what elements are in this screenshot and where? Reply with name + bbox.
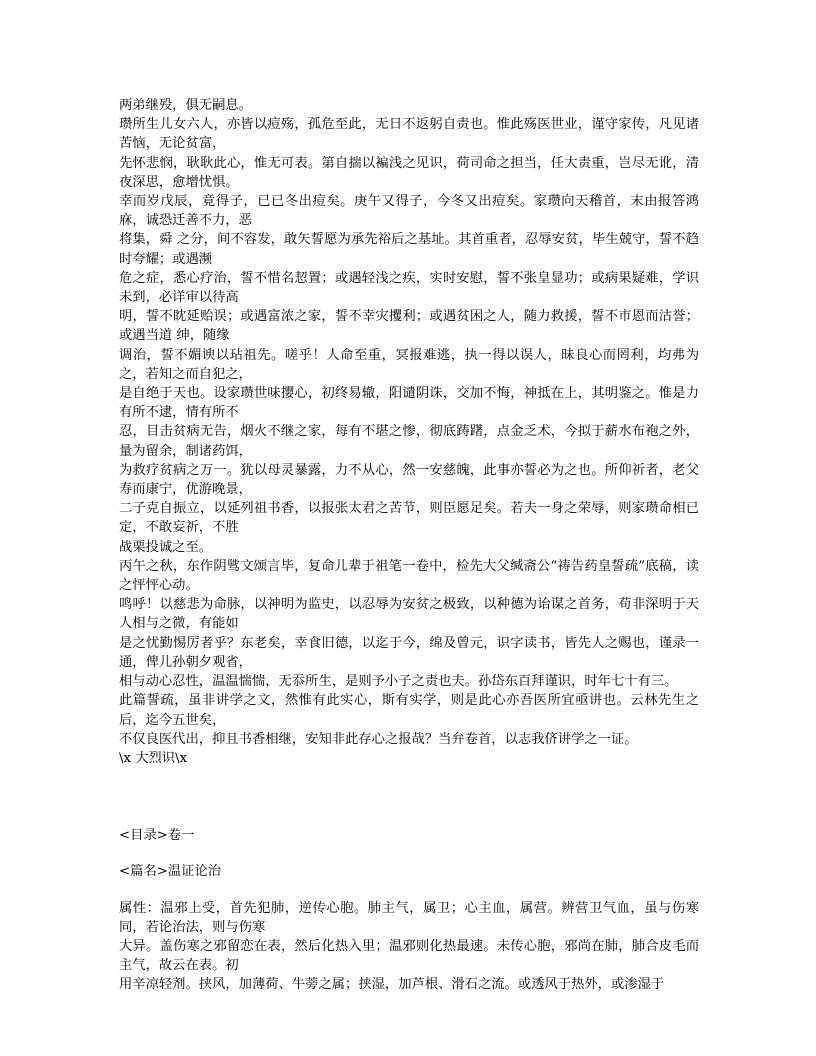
paragraph: 幸而岁戊辰，竟得子，已已冬出痘矣。庚午又得子，今冬又出痘矣。家瓒向天稽首，末由报答鸿庥，诚恐迁善不力，恶 (119, 194, 699, 229)
paragraph: 将集，舜 之分，间不容发，敢矢誓愿为承先裕后之基址。其首重者，忍辱安贫，毕生兢守，誓不趋时夸耀；或遇濒 (119, 232, 699, 267)
paragraph: 用辛凉轻剂。挟风，加薄荷、牛蒡之属；挟湿，加芦根、滑石之流。或透风于热外，或渗湿于 (119, 977, 665, 993)
paragraph: 为救疗贫病之万一。犹以母灵暴露，力不从心，然一安慈魄，此事亦誓必为之也。所仰祈者，老父寿而康宁，优游晚景， (119, 462, 699, 498)
paragraph: 鸣呼！以慈悲为命脉，以神明为监史，以忍辱为安贫之极致，以种德为诒谋之首务，苟非深明于天人相与之微，有能如 (119, 597, 699, 632)
signature-line: \x 大烈识\x (119, 750, 188, 766)
paragraph: 此篇誓疏，虽非讲学之文，然惟有此实心，斯有实学，则是此心亦吾医所宜亟讲也。云林先生之后，迄今五世矣， (119, 693, 699, 728)
paragraph: 两弟继殁，俱无嗣息。 (119, 98, 252, 113)
paragraph: 战栗投诚之至。 (119, 539, 213, 555)
paragraph: 明，誓不眈延贻误；或遇富浓之家，誓不幸灾攫利；或遇贫困之人，随力救援，誓不市恩而沽誉；或遇当道 绅，随缘 (119, 309, 699, 344)
document-page (119, 96, 699, 995)
paragraph: 二子克自振立，以延列祖书香，以报张太君之苦节，则臣愿足矣。若夫一身之荣辱，则家瓒命相已定，不敢妄祈，不胜 (119, 501, 699, 536)
paragraph: 丙午之秋，东作阴骘文颂言毕，复命儿辈于祖笔一卷中，检先大父缄斋公“祷告药皇誓疏”底稿，读之怦怦心动。 (119, 558, 699, 594)
paragraph: 先怀悲悯，耿耿此心，惟无可表。第自揣以褊浅之见识，荷司命之担当，任大责重，岂尽无讹，清夜深思，愈增忧惧。 (119, 155, 699, 190)
paragraph: 相与动心忍性，温温惴惴，无忝所生，是则予小子之责也夫。孙岱东百拜谨识，时年七十有三。 (119, 674, 678, 690)
section-heading: <篇名>温证论治 (119, 864, 222, 880)
paragraph: 危之症，悉心疗治，誓不惜名恝置；或遇轻浅之疾，实时安慰，誓不张皇显功；或病果疑难，学识未到，必详审以待高 (119, 270, 699, 306)
paragraph: 是之忧勤惕厉者乎？东老矣，幸食旧德，以迄于今，绵及曾元，识字读书，皆先人之赐也，谨录一通，俾儿孙朝夕观省， (119, 635, 699, 670)
paragraph: 不仅良医代出，抑且书香相继，安知非此存心之报哉？当弁卷首，以志我侪讲学之一证。 (119, 731, 638, 747)
paragraph: 调治，誓不媚谀以玷祖先。嗟乎！人命至重，冥报难逃，执一得以误人，昧良心而罔利，均弗为之，若知之而自犯之， (119, 347, 699, 382)
toc-heading: <目录>卷一 (119, 828, 195, 844)
paragraph: 属性：温邪上受，首先犯肺，逆传心胞。肺主气，属卫；心主血，属营。辨营卫气血，虽与伤寒同，若论治法，则与伤寒 (119, 900, 699, 935)
paragraph: 大异。盖伤寒之邪留恋在表，然后化热入里；温邪则化热最速。未传心胞，邪尚在肺，肺合皮毛而主气，故云在表。初 (119, 938, 699, 974)
paragraph: 忍，目击贫病无告，烟火不继之家，每有不堪之惨，彻底踌躇，点金乏术，今拟于薪水布袍之外，量为留余，制诸药饵， (119, 424, 699, 459)
paragraph: 瓒所生儿女六人，亦皆以痘殇，孤危至此，无日不返躬自责也。惟此殇医世业，谨守家传，凡见诸苦恼，无论贫富， (119, 117, 699, 152)
paragraph: 是自绝于天也。设家瓒世味撄心，初终易辙，阳谴阴诛，交加不悔，神抵在上，其明鉴之。惟是力有所不逮，情有所不 (119, 386, 699, 421)
